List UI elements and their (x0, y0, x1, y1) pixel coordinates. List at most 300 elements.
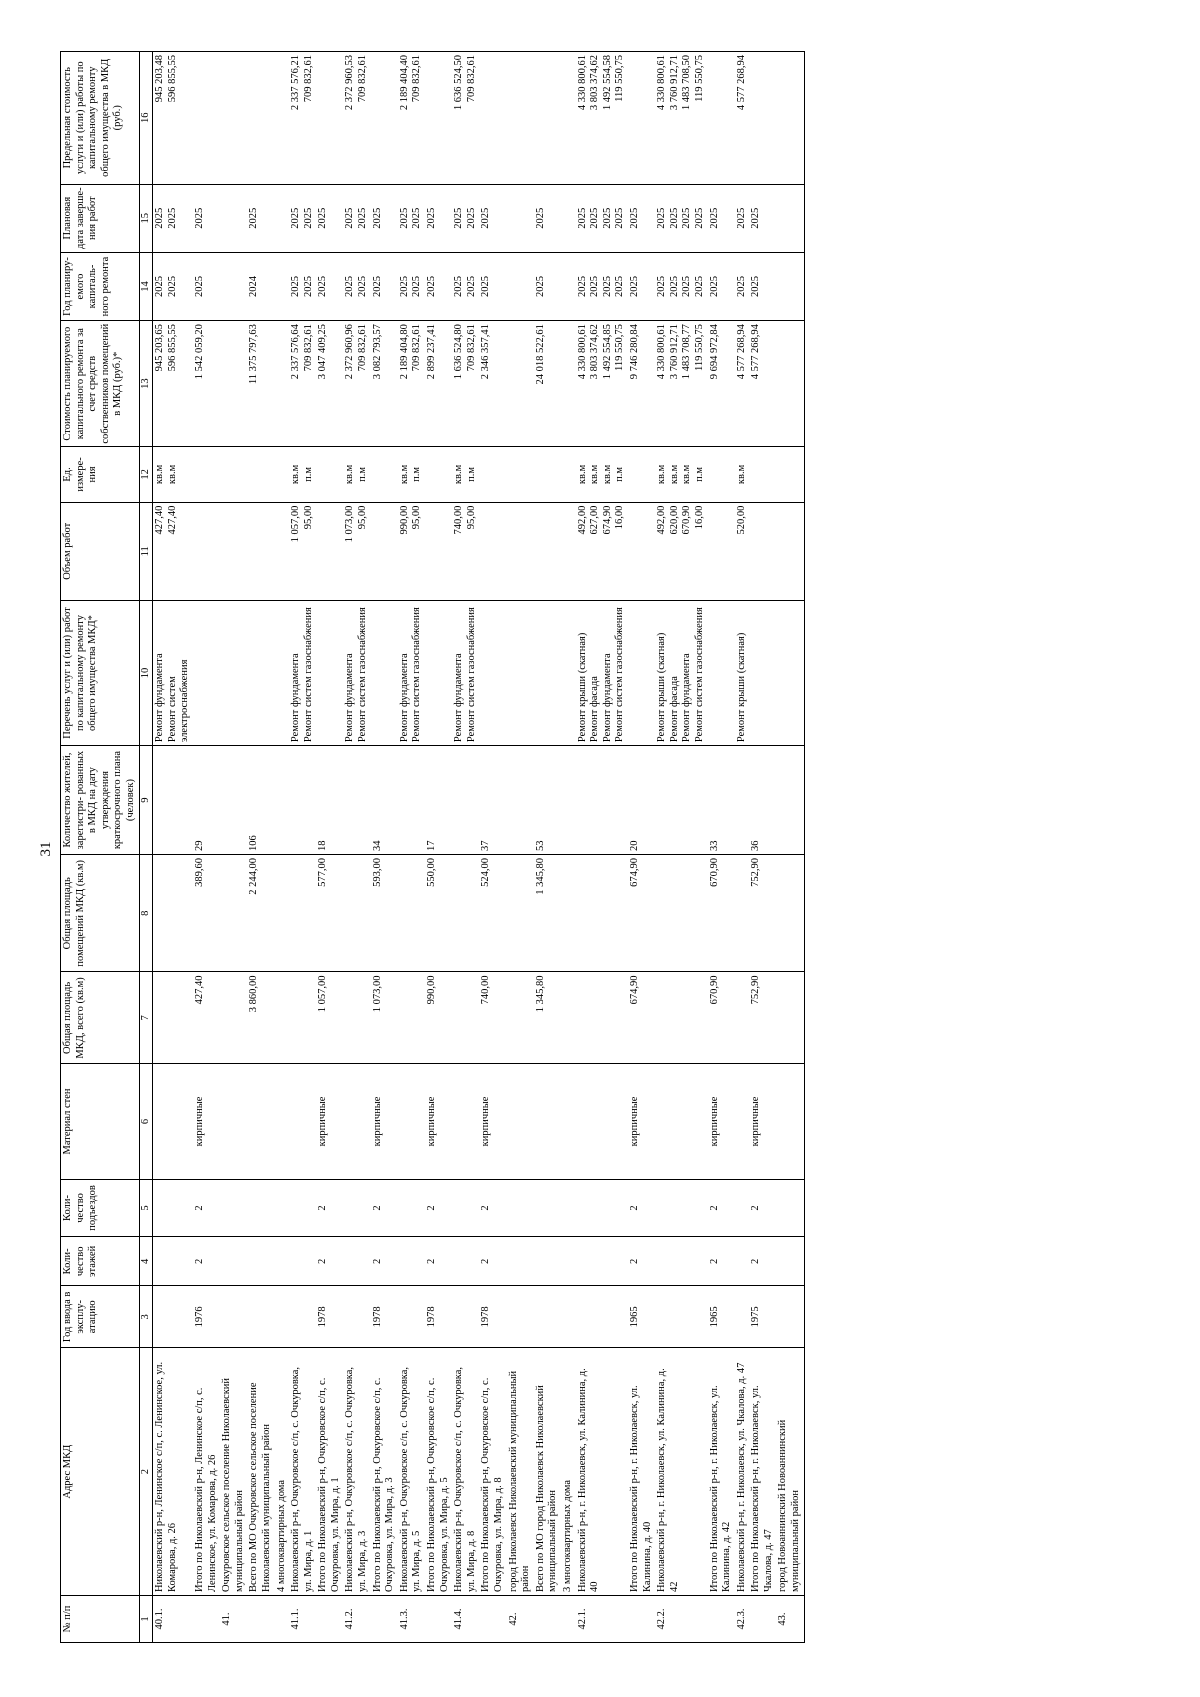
table-row (507, 51, 534, 1642)
cell-material: кирпичные (371, 1063, 398, 1178)
cell-limit (275, 51, 290, 184)
cell-volume (708, 502, 735, 600)
cell-plan-year-line: 2025 (628, 275, 640, 297)
cell-area-rooms (776, 854, 804, 971)
cell-area-total (561, 971, 576, 1063)
cell-cost (628, 320, 655, 446)
cell-entrances (776, 1179, 804, 1237)
cell-limit-line: 709 832,61 (302, 54, 314, 102)
cell-plan-year-line: 2025 (681, 275, 693, 297)
cell-end-date-line: 2025 (154, 207, 166, 229)
cell-unit-line: п.м (302, 466, 314, 482)
cell-material (289, 1063, 316, 1178)
cell-volume-line: 620,00 (668, 505, 680, 535)
cell-area-total: 1 073,00 (371, 971, 398, 1063)
cell-works (220, 600, 247, 745)
cell-end-date-line: 2025 (248, 207, 260, 229)
cell-number: 42. (507, 1595, 534, 1642)
cell-unit (153, 446, 193, 502)
cell-volume (452, 502, 479, 600)
cell-works (749, 600, 776, 745)
column-header: Год ввода в эксплу- атацию (61, 1285, 140, 1347)
table-row (316, 51, 343, 1642)
cell-residents (289, 745, 316, 854)
cell-number: 41. (220, 1595, 247, 1642)
cell-end-date-line: 2025 (465, 207, 477, 229)
cell-volume-line: 95,00 (411, 505, 423, 529)
cell-plan-year-line: 2025 (344, 275, 356, 297)
table-row (220, 51, 247, 1642)
cell-end-date-line: 2025 (453, 207, 465, 229)
cell-entrances: 2 (708, 1179, 735, 1237)
cell-year (561, 1285, 576, 1347)
cell-residents: 37 (479, 745, 506, 854)
cell-year: 1965 (708, 1285, 735, 1347)
cell-residents (776, 745, 804, 854)
cell-end-date (655, 184, 707, 252)
cell-end-date (247, 184, 274, 252)
cell-cost-line: 9 694 972,84 (708, 323, 720, 379)
cell-material (153, 1063, 193, 1178)
cell-area-total: 752,90 (749, 971, 776, 1063)
cell-unit-line: кв.м (656, 464, 668, 484)
cell-limit (479, 51, 506, 184)
cell-year (343, 1285, 370, 1347)
cell-limit (749, 51, 776, 184)
cell-volume-line: 95,00 (465, 505, 477, 529)
cell-address: Николаевский р-н, г. Николаевск, ул. Чкалова, д. 47 (735, 1347, 750, 1595)
cell-year (507, 1285, 534, 1347)
cell-cost (425, 320, 452, 446)
cell-residents (398, 745, 425, 854)
cell-address: Николаевский р-н, Очкуровское с/п, с. Очкуровка, ул. Мира, д. 3 (343, 1347, 370, 1595)
cell-end-date (735, 184, 750, 252)
cell-address: Итого по Николаевский р-н, г. Николаевск, ул. Чкалова, д. 47 (749, 1347, 776, 1595)
table-row (371, 51, 398, 1642)
cell-limit-line: 3 760 912,71 (668, 54, 680, 110)
cell-end-date-line: 2025 (668, 207, 680, 229)
cell-limit (398, 51, 425, 184)
cell-works-line: Ремонт фундамента (290, 652, 302, 742)
cell-unit (371, 446, 398, 502)
cell-works (628, 600, 655, 745)
cell-address: 3 многоквартирных дома (561, 1347, 576, 1595)
cell-material: кирпичные (425, 1063, 452, 1178)
cell-area-total: 427,40 (193, 971, 220, 1063)
cell-entrances (735, 1179, 750, 1237)
cell-works-line: Ремонт фасада (589, 675, 601, 742)
cell-year (398, 1285, 425, 1347)
cell-area-rooms (561, 854, 576, 971)
cell-material: кирпичные (316, 1063, 343, 1178)
cell-entrances (576, 1179, 628, 1237)
cell-area-rooms: 524,00 (479, 854, 506, 971)
cell-material (576, 1063, 628, 1178)
cell-works (452, 600, 479, 745)
cell-works (398, 600, 425, 745)
cell-area-total: 990,00 (425, 971, 452, 1063)
cell-limit-line: 1 483 708,50 (681, 54, 693, 110)
cell-floors: 2 (479, 1236, 506, 1285)
cell-entrances: 2 (371, 1179, 398, 1237)
table-row (655, 51, 707, 1642)
cell-works (153, 600, 193, 745)
cell-volume (655, 502, 707, 600)
cell-area-rooms (735, 854, 750, 971)
cell-cost-line: 945 203,65 (154, 323, 166, 371)
cell-limit (561, 51, 576, 184)
cell-number (479, 1595, 506, 1642)
cell-plan-year-line: 2025 (693, 275, 705, 297)
cell-address: Итого по Николаевский р-н, Очкуровское с/п, с. Очкуровка, ул. Мира, д. 8 (479, 1347, 506, 1595)
cell-plan-year (220, 252, 247, 320)
cell-end-date-line: 2025 (411, 207, 423, 229)
cell-volume-line: 16,00 (693, 505, 705, 529)
cell-plan-year-line: 2025 (357, 275, 369, 297)
cell-cost (749, 320, 776, 446)
cell-plan-year-line: 2025 (317, 275, 329, 297)
cell-cost-line: 3 803 374,62 (589, 323, 601, 379)
cell-material (343, 1063, 370, 1178)
cell-floors: 2 (371, 1236, 398, 1285)
cell-address: Итого по Николаевский р-н, Ленинское с/п, с. Ленинское, ул. Комарова, д. 26 (193, 1347, 220, 1595)
cell-cost (452, 320, 479, 446)
cell-works-line: Ремонт фундамента (681, 652, 693, 742)
cell-end-date (316, 184, 343, 252)
table-row (343, 51, 370, 1642)
cell-limit (534, 51, 561, 184)
cell-unit (749, 446, 776, 502)
table-row (576, 51, 628, 1642)
cell-area-total (398, 971, 425, 1063)
cell-plan-year-line: 2025 (601, 275, 613, 297)
table-row (275, 51, 290, 1642)
table-row (561, 51, 576, 1642)
cell-year (452, 1285, 479, 1347)
cell-residents: 29 (193, 745, 220, 854)
column-header: Предельная стоимость услуги и (или) работы по капитальному ремонту общего имущества в МКД (руб.) (61, 51, 140, 184)
cell-end-date (749, 184, 776, 252)
cell-limit (343, 51, 370, 184)
cell-entrances (655, 1179, 707, 1237)
cell-material: кирпичные (628, 1063, 655, 1178)
cell-area-total (655, 971, 707, 1063)
cell-volume-line: 492,00 (656, 505, 668, 535)
cell-area-rooms (655, 854, 707, 971)
cell-works (735, 600, 750, 745)
column-header: Адрес МКД (61, 1347, 140, 1595)
cell-works (776, 600, 804, 745)
cell-floors (343, 1236, 370, 1285)
cell-unit (289, 446, 316, 502)
cell-unit (628, 446, 655, 502)
cell-end-date-line: 2025 (290, 207, 302, 229)
cell-plan-year (193, 252, 220, 320)
cell-unit (708, 446, 735, 502)
cell-end-date (628, 184, 655, 252)
cell-material (275, 1063, 290, 1178)
cell-volume (343, 502, 370, 600)
cell-address: Николаевский р-н, г. Николаевск, ул. Калинина, д. 40 (576, 1347, 628, 1595)
cell-plan-year-line: 2025 (302, 275, 314, 297)
cell-floors (534, 1236, 561, 1285)
cell-end-date-line: 2025 (302, 207, 314, 229)
cell-plan-year-line: 2025 (154, 275, 166, 297)
table-row (193, 51, 220, 1642)
cell-year (153, 1285, 193, 1347)
cell-works-line: Ремонт крыши (скатная) (576, 632, 588, 742)
cell-plan-year (628, 252, 655, 320)
cell-plan-year-line: 2025 (371, 275, 383, 297)
cell-number (247, 1595, 274, 1642)
cell-works-line: Ремонт фундамента (344, 652, 356, 742)
cell-number: 41.1. (289, 1595, 316, 1642)
cell-address: город Николаевск Николаевский муниципальный район (507, 1347, 534, 1595)
cell-number (708, 1595, 735, 1642)
cell-limit-line: 709 832,61 (465, 54, 477, 102)
cell-plan-year-line: 2025 (589, 275, 601, 297)
cell-area-rooms: 670,90 (708, 854, 735, 971)
cell-area-rooms (275, 854, 290, 971)
cell-address: 4 многоквартирных дома (275, 1347, 290, 1595)
cell-works (576, 600, 628, 745)
cell-entrances (561, 1179, 576, 1237)
cell-entrances (452, 1179, 479, 1237)
cell-floors (507, 1236, 534, 1285)
cell-material (534, 1063, 561, 1178)
cell-number: 41.4. (452, 1595, 479, 1642)
table-row (479, 51, 506, 1642)
cell-plan-year (316, 252, 343, 320)
cell-unit (193, 446, 220, 502)
table-row (628, 51, 655, 1642)
cell-volume-line: 95,00 (302, 505, 314, 529)
cell-entrances: 2 (193, 1179, 220, 1237)
cell-plan-year (343, 252, 370, 320)
cell-works (275, 600, 290, 745)
cell-number: 43. (776, 1595, 804, 1642)
cell-area-total (220, 971, 247, 1063)
cell-floors: 2 (708, 1236, 735, 1285)
cell-cost (153, 320, 193, 446)
cell-residents: 34 (371, 745, 398, 854)
cell-plan-year-line: 2025 (534, 275, 546, 297)
cell-cost-line: 709 832,61 (465, 323, 477, 371)
cell-plan-year-line: 2025 (614, 275, 626, 297)
cell-plan-year-line: 2025 (708, 275, 720, 297)
cell-cost-line: 4 330 800,61 (576, 323, 588, 379)
column-header: Общая площадь МКД, всего (кв.м) (61, 971, 140, 1063)
cell-material (735, 1063, 750, 1178)
cell-end-date (479, 184, 506, 252)
cell-number (628, 1595, 655, 1642)
cell-works (708, 600, 735, 745)
cell-end-date (576, 184, 628, 252)
cell-volume (220, 502, 247, 600)
cell-floors (735, 1236, 750, 1285)
cell-cost-line: 2 899 237,41 (426, 323, 438, 379)
cell-end-date-line: 2025 (693, 207, 705, 229)
cell-area-total (776, 971, 804, 1063)
cell-year (576, 1285, 628, 1347)
cell-year (247, 1285, 274, 1347)
cell-entrances (220, 1179, 247, 1237)
cell-unit-line: кв.м (589, 464, 601, 484)
cell-volume (247, 502, 274, 600)
cell-area-rooms: 577,00 (316, 854, 343, 971)
cell-year (275, 1285, 290, 1347)
cell-residents (735, 745, 750, 854)
cell-cost-line: 11 375 797,63 (248, 323, 260, 384)
cell-unit (425, 446, 452, 502)
cell-works (655, 600, 707, 745)
cell-floors: 2 (749, 1236, 776, 1285)
cell-limit (576, 51, 628, 184)
table-row (735, 51, 750, 1642)
cell-address: город Новоаннинский Новоаннинский муниципальный район (776, 1347, 804, 1595)
cell-year (655, 1285, 707, 1347)
cell-entrances (398, 1179, 425, 1237)
cell-limit (452, 51, 479, 184)
cell-residents (655, 745, 707, 854)
cell-unit-line: кв.м (344, 464, 356, 484)
cell-area-rooms (398, 854, 425, 971)
cell-end-date-line: 2025 (656, 207, 668, 229)
cell-volume (316, 502, 343, 600)
cell-entrances (507, 1179, 534, 1237)
cell-limit (371, 51, 398, 184)
cell-year: 1976 (193, 1285, 220, 1347)
cell-material (776, 1063, 804, 1178)
cell-end-date (193, 184, 220, 252)
cell-unit (534, 446, 561, 502)
cell-cost-line: 9 746 280,84 (628, 323, 640, 379)
column-header: № п/п (61, 1595, 140, 1642)
cell-material: кирпичные (193, 1063, 220, 1178)
cell-volume (153, 502, 193, 600)
cell-number (425, 1595, 452, 1642)
cell-end-date (534, 184, 561, 252)
cell-cost (371, 320, 398, 446)
cell-unit-line: кв.м (290, 464, 302, 484)
cell-cost (561, 320, 576, 446)
cell-cost (289, 320, 316, 446)
cell-material (398, 1063, 425, 1178)
cell-limit (193, 51, 220, 184)
column-header: Коли- чество подъездов (61, 1179, 140, 1237)
cell-area-rooms (452, 854, 479, 971)
column-number: 7 (139, 971, 153, 1063)
column-number: 16 (139, 51, 153, 184)
cell-works (343, 600, 370, 745)
cell-unit (247, 446, 274, 502)
cell-limit-line: 2 337 576,21 (290, 54, 302, 110)
cell-residents (507, 745, 534, 854)
cell-plan-year (275, 252, 290, 320)
cell-works-line: Ремонт систем газоснабжения (693, 606, 705, 742)
cell-plan-year (735, 252, 750, 320)
cell-unit-line: кв.м (576, 464, 588, 484)
cell-address: Николаевский р-н, Очкуровское с/п, с. Очкуровка, ул. Мира, д. 8 (452, 1347, 479, 1595)
cell-end-date-line: 2025 (426, 207, 438, 229)
cell-plan-year (776, 252, 804, 320)
cell-works-line: Ремонт систем газоснабжения (302, 606, 314, 742)
cell-works-line: Ремонт фундамента (398, 652, 410, 742)
cell-entrances (247, 1179, 274, 1237)
cell-residents: 53 (534, 745, 561, 854)
cell-cost-line: 119 550,75 (614, 323, 626, 371)
cell-unit-line: кв.м (601, 464, 613, 484)
cell-area-rooms: 550,00 (425, 854, 452, 971)
cell-plan-year (576, 252, 628, 320)
cell-plan-year (371, 252, 398, 320)
cell-year: 1975 (749, 1285, 776, 1347)
cell-end-date-line: 2025 (166, 207, 178, 229)
cell-area-rooms (507, 854, 534, 971)
cell-works (507, 600, 534, 745)
cell-number (275, 1595, 290, 1642)
cell-number: 42.3. (735, 1595, 750, 1642)
cell-area-total: 1 345,80 (534, 971, 561, 1063)
cell-end-date (343, 184, 370, 252)
cell-number (316, 1595, 343, 1642)
cell-cost (343, 320, 370, 446)
cell-limit-line: 709 832,61 (357, 54, 369, 102)
cell-works (193, 600, 220, 745)
cell-limit-line: 1 492 554,58 (601, 54, 613, 110)
cell-area-rooms: 1 345,80 (534, 854, 561, 971)
cell-area-rooms: 674,90 (628, 854, 655, 971)
cell-floors: 2 (628, 1236, 655, 1285)
cell-year: 1978 (316, 1285, 343, 1347)
cell-plan-year-line: 2025 (453, 275, 465, 297)
cell-limit (153, 51, 193, 184)
column-header: Коли- чество этажей (61, 1236, 140, 1285)
cell-limit-line: 2 189 404,40 (398, 54, 410, 110)
cell-cost-line: 3 760 912,71 (668, 323, 680, 379)
capital-repair-table (60, 51, 805, 1643)
cell-limit-line: 4 330 800,61 (576, 54, 588, 110)
cell-cost-line: 1 483 708,77 (681, 323, 693, 379)
cell-plan-year-line: 2025 (398, 275, 410, 297)
cell-unit (452, 446, 479, 502)
cell-entrances (289, 1179, 316, 1237)
cell-cost (193, 320, 220, 446)
cell-year: 1965 (628, 1285, 655, 1347)
cell-plan-year-line: 2025 (290, 275, 302, 297)
cell-volume (289, 502, 316, 600)
cell-works-line: Ремонт систем электроснабжения (166, 659, 191, 742)
cell-address: Всего по МО Очкуровское сельское поселение Николаевский муниципальный район (247, 1347, 274, 1595)
cell-entrances: 2 (749, 1179, 776, 1237)
cell-plan-year (289, 252, 316, 320)
cell-end-date (275, 184, 290, 252)
cell-volume (628, 502, 655, 600)
cell-unit (776, 446, 804, 502)
cell-volume-line: 16,00 (614, 505, 626, 529)
cell-residents: 18 (316, 745, 343, 854)
cell-limit-line: 1 636 524,50 (453, 54, 465, 110)
cell-cost (275, 320, 290, 446)
page-number: 31 (38, 841, 54, 856)
cell-number: 41.2. (343, 1595, 370, 1642)
cell-end-date-line: 2025 (614, 207, 626, 229)
cell-plan-year (749, 252, 776, 320)
cell-cost-line: 119 550,75 (693, 323, 705, 371)
cell-unit (479, 446, 506, 502)
cell-unit-line: кв.м (668, 464, 680, 484)
cell-residents: 20 (628, 745, 655, 854)
